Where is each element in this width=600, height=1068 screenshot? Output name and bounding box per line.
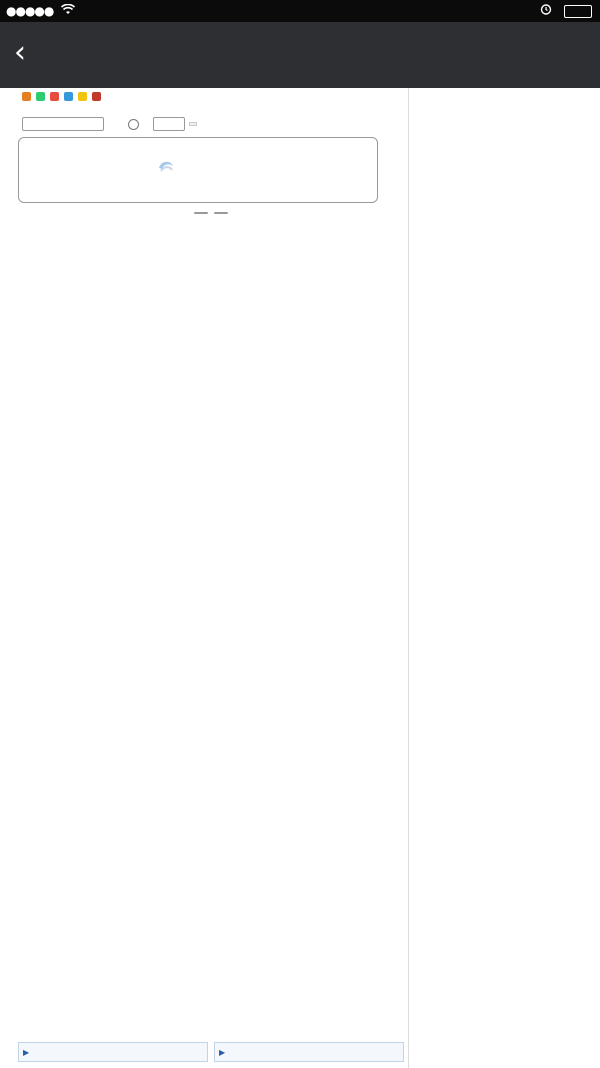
share-netease-icon[interactable]: [92, 92, 101, 101]
sidebar: [408, 88, 593, 1068]
reset-button[interactable]: [214, 212, 228, 214]
captcha-image[interactable]: [189, 122, 197, 126]
comment-form: [18, 117, 404, 216]
chevron-left-icon: ‹: [14, 35, 26, 70]
share-sina-icon[interactable]: [50, 92, 59, 101]
share-qzone-icon[interactable]: [78, 92, 87, 101]
article-column: [18, 88, 404, 1068]
navigation-bar: [0, 22, 600, 88]
username-input[interactable]: [22, 117, 104, 131]
arrow-right-icon: ▶: [219, 1047, 226, 1057]
status-bar: [0, 0, 600, 22]
submit-button[interactable]: [194, 212, 208, 214]
share-oneclick-icon[interactable]: [22, 92, 31, 101]
signal-dots-icon: ●●●●●: [6, 4, 54, 18]
battery-icon: [564, 5, 592, 18]
share-tencent-icon[interactable]: [64, 92, 73, 101]
news-headlines-bar[interactable]: [18, 1042, 208, 1062]
hinews-logo-icon: [155, 154, 177, 176]
arrow-right-icon: ▶: [23, 1047, 30, 1057]
bottom-sections: [18, 1042, 404, 1062]
alarm-icon: [540, 3, 552, 19]
comment-buttons: [18, 207, 404, 216]
web-content[interactable]: [0, 88, 600, 1068]
hinews-watermark: [155, 154, 177, 176]
back-button[interactable]: [14, 35, 28, 70]
carrier-info: [6, 3, 75, 19]
captcha-input[interactable]: [153, 117, 185, 131]
comment-fields-row: [18, 117, 404, 131]
wifi-icon: [61, 3, 75, 19]
share-bar: [18, 92, 404, 101]
haikou-forum-bar[interactable]: [214, 1042, 404, 1062]
comment-textarea[interactable]: [18, 137, 378, 203]
share-wechat-icon[interactable]: [36, 92, 45, 101]
status-right: [540, 3, 592, 19]
anonymous-radio[interactable]: [128, 119, 139, 130]
